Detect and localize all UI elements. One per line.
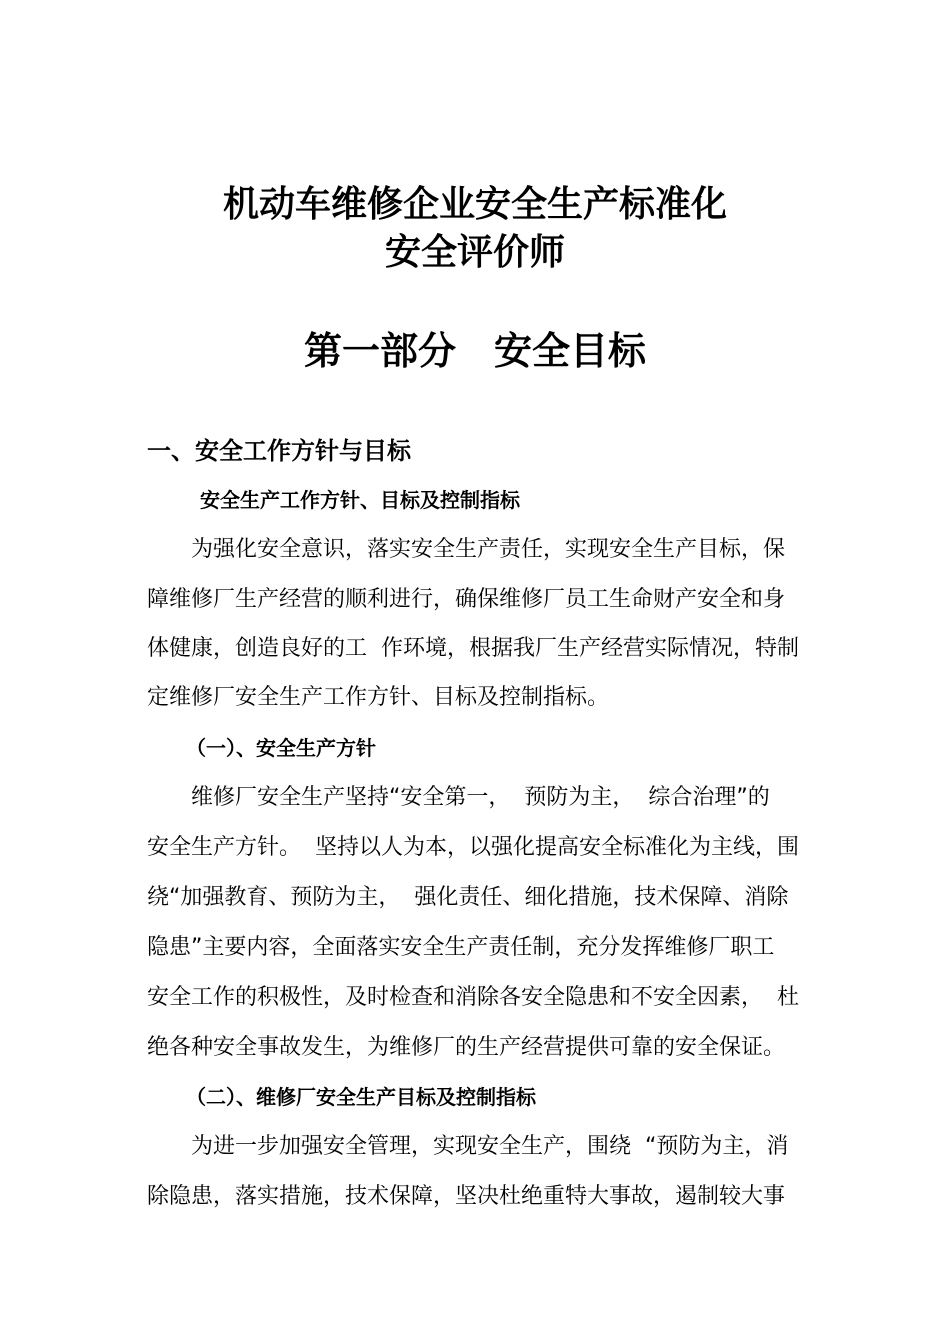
document-title-line-2: 安全评价师 [384,232,565,273]
paragraph-line: 维修厂安全生产坚持“安全第一， 预防为主， 综合治理”的 [191,785,770,810]
subsection-heading: （二）、维修厂安全生产目标及控制指标 [186,1085,536,1109]
paragraph-line: 除隐患，落实措施，技术保障，坚决杜绝重特大事故，遏制较大事 [147,1184,786,1209]
document-title-line-1: 机动车维修企业安全生产标准化 [222,184,727,225]
paragraph-line: 为进一步加强安全管理，实现安全生产，围绕 “预防为主，消 [191,1134,789,1159]
subheading-policy-targets: 安全生产工作方针、目标及控制指标 [200,488,520,512]
paragraph-line: 安全工作的积极性，及时检查和消除各安全隐患和不安全因素， 杜 [147,985,799,1010]
paragraph-line: 安全生产方针。 坚持以人为本，以强化提高安全标准化为主线，围 [147,835,799,860]
part-title: 第一部分 安全目标 [303,329,646,373]
paragraph-line: 体健康，创造良好的工 作环境，根据我厂生产经营实际情况，特制 [147,636,799,661]
paragraph-line: 障维修厂生产经营的顺利进行，确保维修厂员工生命财产安全和身 [147,587,786,612]
paragraph-line: 隐患”主要内容，全面落实安全生产责任制，充分发挥维修厂职工 [147,935,775,960]
subsection-heading: （一）、安全生产方针 [186,736,376,760]
paragraph-line: 绕“加强教育、预防为主， 强化责任、细化措施，技术保障、消除 [147,885,789,910]
section-heading: 一、安全工作方针与目标 [147,437,411,465]
paragraph-line: 绝各种安全事故发生，为维修厂的生产经营提供可靠的安全保证。 [147,1035,786,1060]
paragraph-line: 为强化安全意识，落实安全生产责任，实现安全生产目标，保 [191,537,786,562]
paragraph-line: 定维修厂安全生产工作方针、目标及控制指标。 [147,685,610,710]
